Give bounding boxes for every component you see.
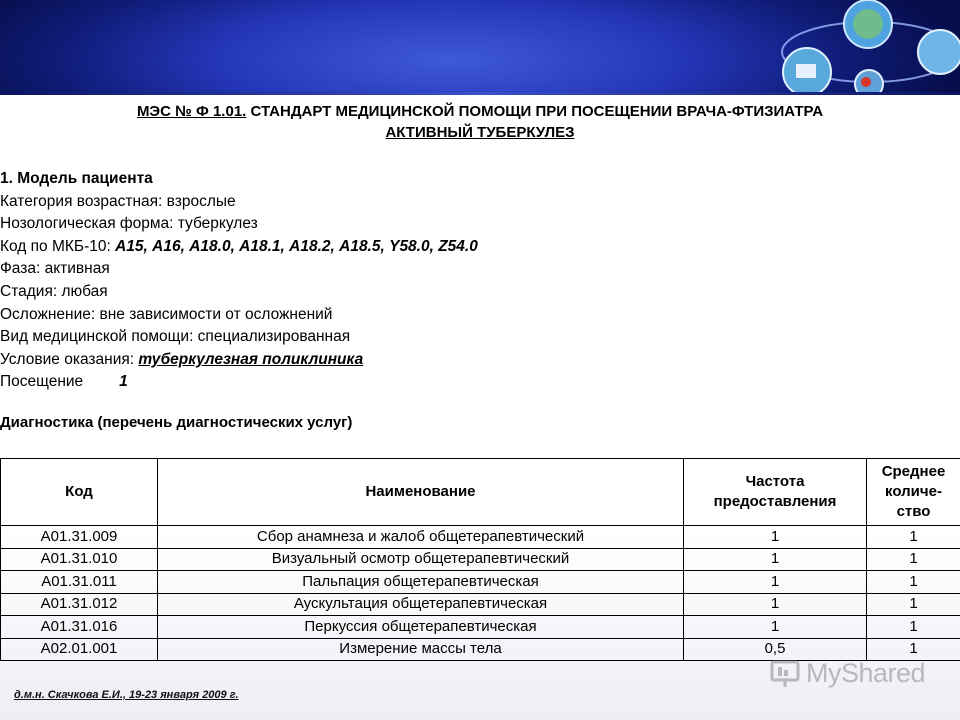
phase: Фаза: активная [0, 260, 110, 278]
stage: Стадия: любая [0, 282, 108, 300]
table-row [1, 526, 960, 549]
row-code: А01.31.009 [1, 526, 158, 549]
visit-line [0, 371, 478, 394]
column-header-code: Код [1, 459, 158, 526]
row-frequency: 1 [684, 526, 867, 549]
header-banner [0, 0, 960, 95]
row-code: А01.31.010 [1, 548, 158, 571]
nosology: Нозологическая форма: туберкулез [0, 215, 258, 233]
row-name: Измерение массы тела [158, 638, 684, 661]
column-header-name: Наименование [158, 459, 684, 526]
medical-globes-illustration [770, 0, 960, 95]
row-code: А02.01.001 [1, 638, 158, 661]
table-row [1, 548, 960, 571]
icd-codes: А15, А16, А18.0, А18.1, А18.2, А18.5, Y58.0, Z54.0 [115, 237, 478, 255]
patient-model [0, 168, 478, 394]
row-frequency: 1 [684, 616, 867, 639]
row-code: А01.31.011 [1, 571, 158, 594]
row-name: Аускультация общетерапевтическая [158, 593, 684, 616]
standard-number: МЭС № Ф 1.01. [136, 103, 247, 120]
frequency-header-text: Частота предоставления [713, 473, 837, 510]
care-type: Вид медицинской помощи: специализированная [0, 328, 351, 346]
row-name: Визуальный осмотр общетерапевтический [158, 548, 684, 571]
diagnostics-table [0, 458, 960, 661]
row-avg-qty: 1 [867, 616, 960, 639]
banner-band [0, 92, 960, 95]
table-row [1, 593, 960, 616]
row-avg-qty: 1 [867, 638, 960, 661]
column-header-avg-qty [867, 459, 960, 526]
condition-line [0, 349, 478, 372]
table-row [1, 616, 960, 639]
table-header-row [1, 459, 960, 526]
row-avg-qty: 1 [867, 526, 960, 549]
document-title [0, 101, 960, 143]
table-row [1, 571, 960, 594]
avg-qty-header-text: Среднее количе-ство [881, 463, 946, 520]
icd-label: Код по МКБ-10: [0, 237, 116, 255]
standard-title: СТАНДАРТ МЕДИЦИНСКОЙ ПОМОЩИ ПРИ ПОСЕЩЕНИИ ВРАЧА-ФТИЗИАТРА [246, 103, 824, 120]
row-code: А01.31.016 [1, 616, 158, 639]
complication: Осложнение: вне зависимости от осложнений [0, 305, 333, 323]
patient-model-heading: 1. Модель пациента [0, 170, 153, 187]
title-line [0, 101, 960, 122]
row-name: Перкуссия общетерапевтическая [158, 616, 684, 639]
row-frequency: 1 [684, 548, 867, 571]
row-code: А01.31.012 [1, 593, 158, 616]
row-frequency: 1 [684, 571, 867, 594]
diagnostics-heading: Диагностика (перечень диагностических услуг) [0, 414, 353, 431]
condition-label: Условие оказания: [0, 350, 139, 368]
row-avg-qty: 1 [867, 548, 960, 571]
watermark-brand: MyShared [806, 658, 926, 688]
author-footer: д.м.н. Скачкова Е.И., 19-23 января 2009 г. [14, 689, 239, 701]
row-avg-qty: 1 [867, 571, 960, 594]
icd-line [0, 236, 478, 259]
column-header-frequency [684, 459, 867, 526]
row-name: Пальпация общетерапевтическая [158, 571, 684, 594]
condition-value: туберкулезная поликлиника [138, 350, 364, 368]
row-name: Сбор анамнеза и жалоб общетерапевтический [158, 526, 684, 549]
document-subtitle: АКТИВНЫЙ ТУБЕРКУЛЕЗ [385, 124, 575, 141]
row-frequency: 1 [684, 593, 867, 616]
presentation-icon [770, 659, 800, 689]
row-frequency: 0,5 [684, 638, 867, 661]
age-category: Категория возрастная: взрослые [0, 192, 236, 210]
visit-value: 1 [119, 373, 128, 391]
myshared-watermark [770, 658, 925, 689]
visit-label: Посещение [0, 373, 84, 391]
row-avg-qty: 1 [867, 593, 960, 616]
